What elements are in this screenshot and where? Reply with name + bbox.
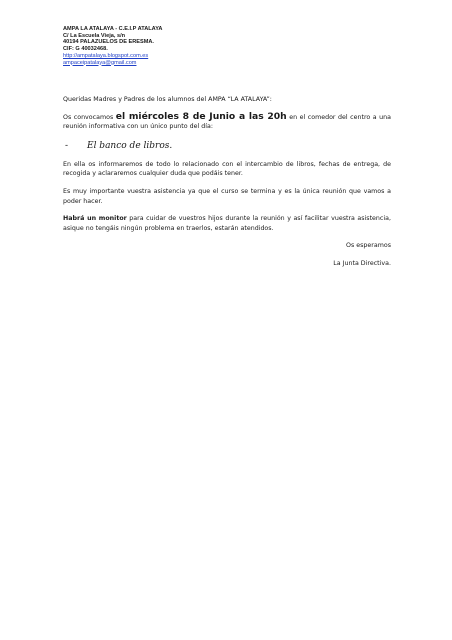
- letterhead: [63, 26, 263, 66]
- letter-info-paragraph: En ella os informaremos de todo lo relacionado con el intercambio de libros, fechas de entrega, de recogida y aclararemos cualquier duda que podáis tener.: [63, 160, 391, 178]
- letter-closing: Os esperamos: [346, 242, 391, 250]
- letterhead-org: AMPA LA ATALAYA - C.E.I.P ATALAYA: [63, 26, 163, 32]
- letter-body: [63, 95, 391, 269]
- letterhead-cif: CIF: G 40032468.: [63, 46, 108, 53]
- letter-signature: La Junta Directiva.: [333, 259, 391, 267]
- letterhead-street: C/ La Escuela Vieja, s/n: [63, 32, 126, 39]
- agenda-dash: -: [65, 140, 69, 151]
- monitor-rest: para cuidar de vuestros hijos durante la reunión y así facilitar vuestra asistencia, asique no tengáis ningún problema en traerlos, estarán atendidos.: [63, 215, 391, 232]
- letter-attendance-paragraph: Es muy importante vuestra asistencia ya que el curso se termina y es la única reunión que vamos a poder hacer.: [63, 187, 391, 205]
- letter-convocation: [63, 112, 391, 132]
- letterhead-email-link[interactable]: ampaceipatalaya@gmail.com: [63, 59, 137, 66]
- convocation-post: en el comedor del centro a una reunión informativa con un único punto del día:: [63, 113, 391, 131]
- agenda-item: [63, 140, 391, 152]
- letterhead-blog-link[interactable]: http://ampatalaya.blogspot.com.es: [63, 52, 149, 59]
- convocation-pre: Os convocamos: [63, 113, 116, 121]
- letter-greeting: Queridas Madres y Padres de los alumnos del AMPA “LA ATALAYA”:: [63, 96, 272, 103]
- agenda-item-text: El banco de libros.: [87, 140, 173, 151]
- letter-monitor-paragraph: [63, 214, 391, 233]
- meeting-date: el miércoles 8 de Junio a las 20h: [115, 110, 287, 122]
- letterhead-city: 40194 PALAZUELOS DE ERESMA.: [63, 39, 154, 46]
- monitor-highlight: Habrá un monitor: [63, 215, 127, 223]
